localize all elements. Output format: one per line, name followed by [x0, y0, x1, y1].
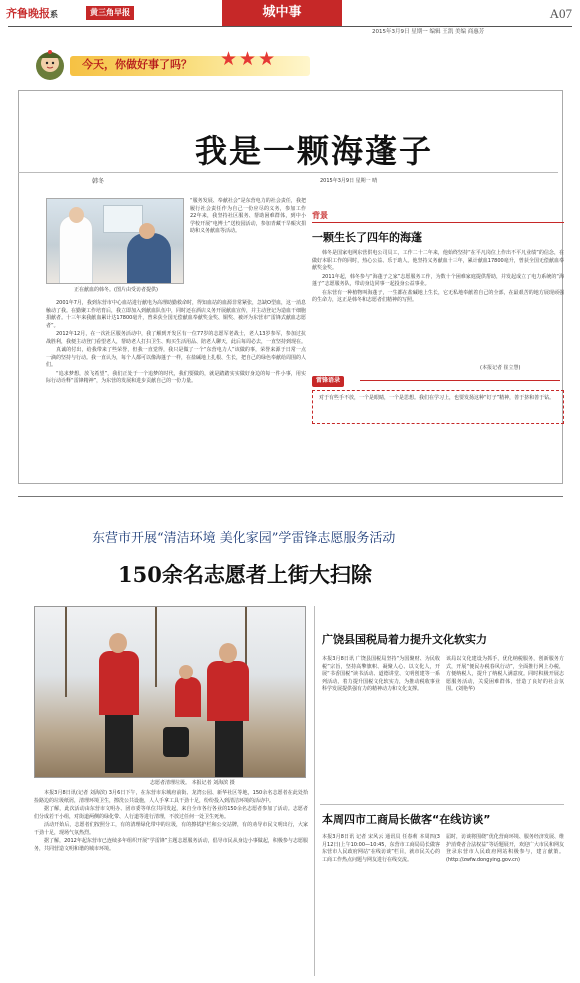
article-lead: “服务发展、奉献社会”是东营电力的社会责任，我把履行社会责任作为自己一份应尽的义务，参加工作22年来，我坚持社区服务、帮助困难群体，到中小学校开展“电博士”送校园活动，参加青藏干旱赈灾捐助和义务献血等活动。 [190, 198, 306, 234]
quote-box: 对于有些手不放，一个是眼睛，一个是思想。我们在学习上，也要发扬这种“钉子”精神，善于挤和善于钻。 [312, 390, 564, 424]
page-number: A07 [549, 6, 572, 21]
article2-paragraph: 活动开始后，志愿者们按照分工，有的清理绿化带中的垃圾，有的擦拭护栏和公交站牌，有的劝导市民文明出行，大家干劲十足，现场气氛热烈。 [34, 822, 308, 836]
article-body [46, 300, 306, 462]
tree-trunk [155, 607, 157, 687]
background-title: 一颗生长了四年的海蓬 [312, 231, 422, 244]
donor-figure [127, 233, 171, 284]
background-paragraph: 韩冬是国家电网东营供电公司员工，工作二十二年来，他始终坚持“在平凡岗位上作出不平凡业绩”的信念，在做好本职工作的同时，热心公益、乐于助人。他坚持义务献血十三年，累计献血17800毫升，曾获全国无偿献血奉献奖金奖。 [312, 250, 564, 271]
issue-line: 2015年3月9日 星期一 编辑 王凯 美编 商惠芳 [372, 29, 485, 35]
nurse-figure [59, 215, 93, 284]
article-paragraph: “追求梦想，放飞希望”，我们正处于一个追梦的时代，我们要做的，就是踏踏实实做好身边的每一件小事，用实际行动诠释“雷锋精神”，为东营的发展和进步贡献自己的一份力量。 [46, 370, 306, 384]
today-slogan: 今天，你做好事了吗？ [82, 58, 192, 71]
headline-3: 广饶县国税局着力提升文化软实力 [322, 633, 487, 646]
today-banner [30, 42, 310, 80]
background-rule [312, 222, 564, 223]
reporter-credit: (本报记者 崔立慧) [480, 365, 521, 371]
photo-caption-2: 志愿者清理垃圾。 本报记者 刘海滨 摄 [150, 780, 235, 786]
subheadline: 东营市开展“清洁环境 美化家园”学雷锋志愿服务活动 [92, 531, 396, 546]
article-paragraph: 2012年12月，在一次社区服务活动中，我了解到开发区有一位77岁的志愿军老战士，老人13岁参军，参加过抗战胜利，我便主动登门看望老人，帮助老人打扫卫生、购买生活用品、陪老人聊天，此后每周必去，一直坚持到现在。 [46, 331, 307, 345]
volunteer-figure [99, 651, 139, 715]
paper-tag: 黄三角早报 [86, 6, 134, 20]
volunteer-head [109, 633, 127, 653]
quote-rule [360, 380, 560, 381]
volunteer-head [219, 643, 237, 663]
background-body [312, 250, 564, 356]
headline-2: 150余名志愿者上街大扫除 [118, 562, 372, 587]
column-rule [314, 606, 315, 976]
background-paragraph: 在东营有一种植物叫海蓬子，一生都在盐碱地上生长，它无私地奉献着自己的全部，在最艰苦的地方展现顽强的生命力，这正是韩冬和志愿者们精神的写照。 [312, 289, 564, 303]
background-label: 背景 [312, 211, 328, 220]
stars-icon: ★★★ [220, 48, 278, 70]
mascot-icon [30, 42, 70, 82]
article-paragraph: 真诚的付出，给我带来了些荣誉，但我一直觉得，我只是做了一个“东营电力人”该做的事，荣誉来源于日常一点一滴的坚持与行动。我一直认为，每个人都可以像海蓬子一样，在盐碱地上扎根、生长，把自己的绿色奉献给周围的人们。 [46, 347, 307, 368]
byline: 韩冬 [92, 178, 105, 185]
volunteer-figure [207, 661, 249, 721]
volunteer-legs [215, 721, 243, 777]
article4-col2: 届时，访谈将围绕“优化营商环境、服务经济发展、维护消费者合法权益”等话题展开，欢迎广大市民和网友登录东营市人民政府网站积极参与，建言献策。(http://zwfw.dongying.gov.cn) [446, 834, 564, 863]
volunteers-photo [34, 606, 306, 778]
newspaper-logo: 齐鲁晚报系 [6, 7, 58, 20]
tree-trunk [65, 607, 67, 697]
background-paragraph: 2011年起，韩冬参与“海蓬子之家”志愿服务工作，为数十个困难家庭提供帮助，并发起成立了电力系统的“海蓬子”志愿服务队，带动身边同事一起投身公益事业。 [312, 273, 564, 287]
section-divider [18, 496, 563, 497]
volunteer-figure [175, 677, 201, 717]
garbage-bag [163, 727, 189, 757]
article3-col1: 本报3月8日讯 广饶县国税局坚持“为国聚财、为民收税”宗旨，坚持高擎旗帜、凝聚人心、以文化人，开展“书香国税”读书活动、道德讲堂、文明创建等一系列活动，着力提升国税文化软实力，为推动税收事业科学发展提供强有力的精神动力和文化支撑。 [322, 656, 440, 692]
quote-badge: 雷锋语录 [312, 376, 344, 387]
volunteer-legs [105, 715, 133, 773]
article2-paragraph: 据了解，此次活动由东营市文明办、团市委等单位共同发起，来自全市各行各业的150余名志愿者参加了活动。志愿者们分成若干小组，对街道两侧的绿化带、人行道等进行清理，不放过任何一处卫生死角。 [34, 806, 308, 820]
article4-col1: 本报3月8日讯 记者 宋风云 通讯员 任春莉 本周四(3月12日)上午10:00—10:45，东营市工商局局长做客东营市人民政府网站“在线访谈”栏目，就市民关心的工商工作热点问题与网友进行在线交流。 [322, 834, 440, 863]
nurse-head [69, 207, 84, 223]
top-rule [8, 26, 572, 27]
article2-paragraph: 据了解，2012年起东营市已连续多年组织开展“学雷锋”主题志愿服务活动，倡导市民从身边小事做起，积极参与志愿服务，共同营造文明和谐的城市环境。 [34, 838, 308, 852]
volunteer-head [179, 665, 193, 679]
photo-window [103, 205, 143, 233]
section-band: 城中事 [222, 0, 342, 26]
headline-rule [18, 172, 558, 173]
photo-caption: 正在献血的韩冬。(图片由受访者提供) [74, 287, 158, 293]
blood-donation-photo [46, 198, 184, 284]
article3-col2: 该局以文化建设为抓手，优化纳税服务，创新服务方式，开展“便民办税春风行动”，全面推行网上办税，方便纳税人，提升了纳税人满意度。同时积极开展志愿服务活动，关爱困难群体，营造了良好的社会氛围。(刘艳华) [446, 656, 564, 692]
donor-head [139, 223, 155, 239]
article2-body [34, 790, 308, 980]
headline: 我是一颗海蓬子 [195, 132, 434, 170]
masthead [0, 0, 580, 24]
diary-date: 2015年3月9日 星期一 晴 [320, 178, 378, 184]
headline-4: 本周四市工商局长做客“在线访谈” [322, 813, 491, 826]
article-divider [320, 804, 564, 805]
article-paragraph: 2001年7月，我到东营市中心血站进行献电为高理助勤救命时，得知血站的血源非常紧张，急缺O型血，这一消息触动了我。在勤聚工作培育后，我立即加入到献血队伍中，同时还在酒店义务开展献血宣传，并主动登记为造血干细胞捐献者。十三年来我献血累计达17800毫升，曾荣获全国无偿献血奉献奖金奖、铜奖、被评为东营市“雷锋式献血志愿者”。 [46, 300, 307, 329]
article2-paragraph: 本报3月8日讯(记者 刘海滨) 3月6日下午，在东营市东城府前街、龙湾公园、新华社区等地，150余名志愿者在此处拾捡路边的垃圾纸屑，清理环境卫生，擦洗公共设施，人人手拿工具干劲十足，纷纷投入到清洁环境的活动中。 [34, 790, 308, 804]
